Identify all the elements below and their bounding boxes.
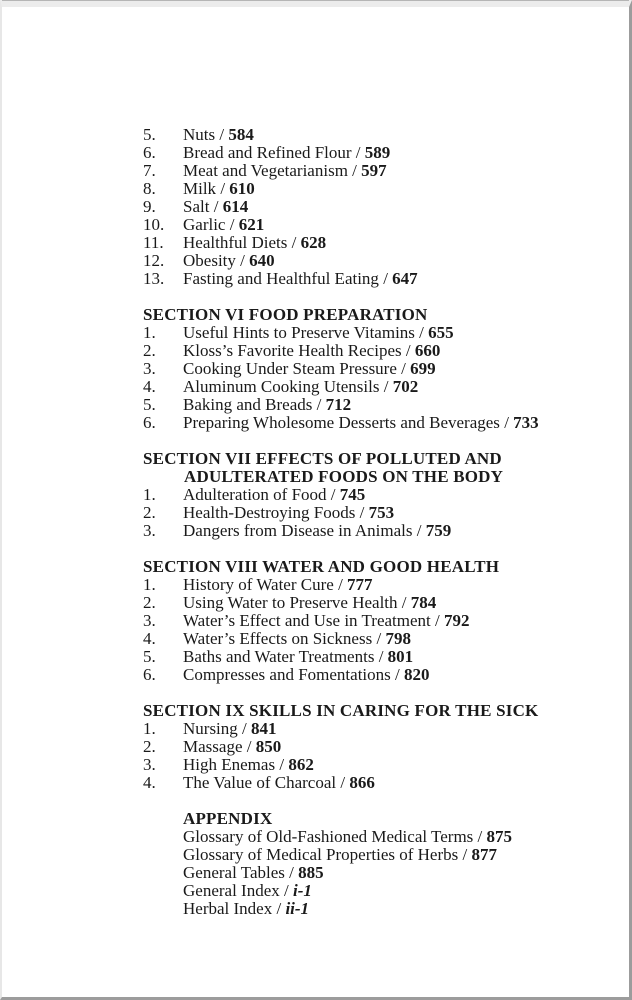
toc-entry	[143, 162, 623, 180]
toc-entry-number: 5.	[143, 395, 156, 414]
toc-entry	[143, 576, 623, 594]
separator: /	[287, 233, 301, 252]
toc-entry-number: 2.	[143, 593, 156, 612]
toc-entry-page: 702	[392, 377, 419, 396]
toc-entry-title: Glossary of Medical Properties of Herbs	[183, 845, 459, 864]
toc-entry-page: 584	[228, 125, 254, 144]
toc-section	[143, 702, 623, 792]
toc-entry-number: 3.	[143, 611, 156, 630]
toc-entry-number: 5.	[143, 125, 156, 144]
separator: /	[355, 503, 369, 522]
toc-entry	[143, 630, 623, 648]
separator: /	[279, 881, 293, 900]
toc-entry-page: 777	[347, 575, 373, 594]
toc-entry-page: 798	[385, 629, 411, 648]
section-heading: SECTION IX SKILLS IN CARING FOR THE SICK	[143, 701, 539, 720]
separator: /	[209, 197, 223, 216]
toc-entry-title: Water’s Effects on Sickness	[183, 629, 373, 648]
toc-entry-page: 640	[249, 251, 275, 270]
separator: /	[379, 377, 393, 396]
toc-entry-page: 597	[361, 161, 387, 180]
toc-entry-title: Dangers from Disease in Animals	[183, 521, 413, 540]
toc-entry-number: 5.	[143, 647, 156, 666]
toc-entry-page: 655	[428, 323, 454, 342]
toc-entry	[143, 828, 623, 846]
toc-entry	[143, 324, 623, 342]
separator: /	[414, 323, 429, 342]
toc-entry-number: 4.	[143, 377, 156, 396]
toc-entry	[143, 666, 623, 684]
toc-entry-title: History of Water Cure	[183, 575, 334, 594]
toc-entry	[143, 270, 623, 288]
separator: /	[272, 899, 286, 918]
toc-entry-title: Herbal Index	[183, 899, 273, 918]
toc-entry-number: 8.	[143, 179, 156, 198]
toc-entry-number: 1.	[143, 575, 156, 594]
toc-entry-number: 1.	[143, 719, 156, 738]
toc-entry-title: Adulteration of Food	[183, 485, 327, 504]
toc-entry-title: Useful Hints to Preserve Vitamins	[183, 323, 415, 342]
separator: /	[242, 737, 256, 756]
separator: /	[284, 863, 299, 882]
toc-entry-page: 866	[349, 773, 375, 792]
toc-entry-number: 1.	[143, 485, 156, 504]
toc-entry-title: Glossary of Old-Fashioned Medical Terms	[183, 827, 474, 846]
toc-entry-number: 12.	[143, 251, 165, 270]
separator: /	[372, 629, 386, 648]
toc-entry-title: Aluminum Cooking Utensils	[183, 377, 380, 396]
separator: /	[326, 485, 340, 504]
toc-entry	[143, 648, 623, 666]
toc-section	[143, 450, 623, 540]
toc-entry	[143, 720, 623, 738]
toc-entry	[143, 378, 623, 396]
toc-entry-page: 820	[404, 665, 430, 684]
toc-entry	[143, 144, 623, 162]
toc-entry-title: Kloss’s Favorite Health Recipes	[183, 341, 402, 360]
section-heading: APPENDIX	[183, 809, 273, 828]
toc-entry	[143, 774, 623, 792]
separator: /	[430, 611, 444, 630]
toc-entry-title: Massage	[183, 737, 243, 756]
toc-entry	[143, 414, 623, 432]
toc-entry-title: Obesity	[183, 251, 236, 270]
toc-section	[143, 810, 623, 918]
separator: /	[237, 719, 252, 738]
toc-entry-title: Baking and Breads	[183, 395, 313, 414]
separator: /	[378, 269, 393, 288]
toc-entry-page: 875	[486, 827, 513, 846]
toc-entry-page: 733	[513, 413, 539, 432]
toc-entry-title: Compresses and Fomentations	[183, 665, 391, 684]
toc-entry-number: 3.	[143, 359, 156, 378]
toc-entry	[143, 882, 623, 900]
toc-entry-number: 2.	[143, 503, 156, 522]
toc-entry	[143, 612, 623, 630]
toc-entry-page: 784	[410, 593, 437, 612]
table-of-contents	[143, 126, 623, 918]
toc-entry-title: Water’s Effect and Use in Treatment	[183, 611, 431, 630]
toc-entry-number: 1.	[143, 323, 156, 342]
separator: /	[396, 359, 411, 378]
toc-entry-title: General Tables	[183, 863, 285, 882]
toc-entry-title: High Enemas	[183, 755, 276, 774]
toc-entry	[143, 234, 623, 252]
toc-entry-title: Fasting and Healthful Eating	[183, 269, 379, 288]
toc-entry-number: 10.	[143, 215, 165, 234]
separator: /	[347, 161, 362, 180]
section-heading: SECTION VIII WATER AND GOOD HEALTH	[143, 557, 500, 576]
toc-entry-number: 13.	[143, 269, 165, 288]
separator: /	[312, 395, 326, 414]
toc-entry-page: ii-1	[285, 899, 310, 918]
separator: /	[215, 125, 229, 144]
toc-entry-page: 699	[410, 359, 436, 378]
toc-entry	[143, 342, 623, 360]
toc-entry-number: 4.	[143, 773, 156, 792]
toc-entry-title: Meat and Vegetarianism	[183, 161, 348, 180]
toc-entry-title: Cooking Under Steam Pressure	[183, 359, 397, 378]
toc-entry	[143, 504, 623, 522]
toc-entry	[143, 522, 623, 540]
separator: /	[336, 773, 350, 792]
toc-entry-number: 6.	[143, 143, 156, 162]
toc-entry-title: Milk	[183, 179, 217, 198]
toc-entry-page: 759	[425, 521, 452, 540]
toc-entry-page: 621	[238, 215, 265, 234]
toc-entry-title: Garlic	[183, 215, 226, 234]
separator: /	[412, 521, 426, 540]
toc-entry-page: i-1	[293, 881, 312, 900]
toc-entry-title: Preparing Wholesome Desserts and Beverages	[183, 413, 500, 432]
toc-section	[143, 126, 623, 288]
toc-entry-number: 3.	[143, 521, 156, 540]
toc-entry-page: 885	[298, 863, 324, 882]
toc-entry	[143, 180, 623, 198]
toc-entry-title: Baths and Water Treatments	[183, 647, 375, 666]
toc-entry-number: 4.	[143, 629, 156, 648]
toc-entry-title: The Value of Charcoal	[183, 773, 337, 792]
section-heading: SECTION VII EFFECTS OF POLLUTED AND	[143, 449, 502, 468]
toc-entry	[143, 756, 623, 774]
toc-entry-page: 801	[387, 647, 414, 666]
toc-section	[143, 306, 623, 432]
toc-entry-number: 2.	[143, 737, 156, 756]
separator: /	[390, 665, 404, 684]
separator: /	[374, 647, 388, 666]
toc-entry-page: 589	[364, 143, 391, 162]
toc-entry-number: 3.	[143, 755, 156, 774]
toc-entry-page: 862	[288, 755, 314, 774]
separator: /	[473, 827, 487, 846]
toc-entry	[143, 216, 623, 234]
separator: /	[351, 143, 365, 162]
toc-section	[143, 558, 623, 684]
toc-entry	[143, 846, 623, 864]
toc-entry-page: 792	[443, 611, 470, 630]
toc-entry-number: 6.	[143, 665, 156, 684]
toc-entry-page: 614	[222, 197, 249, 216]
separator: /	[499, 413, 514, 432]
toc-entry-number: 7.	[143, 161, 156, 180]
toc-entry-title: Health-Destroying Foods	[183, 503, 356, 522]
toc-entry-title: Using Water to Preserve Health	[183, 593, 398, 612]
separator: /	[235, 251, 250, 270]
toc-entry-title: Nursing	[183, 719, 238, 738]
toc-entry-title: Salt	[183, 197, 210, 216]
toc-entry-page: 660	[414, 341, 441, 360]
toc-entry-page: 712	[325, 395, 352, 414]
separator: /	[275, 755, 289, 774]
toc-entry-title: Bread and Refined Flour	[183, 143, 352, 162]
toc-entry-number: 2.	[143, 341, 156, 360]
separator: /	[458, 845, 472, 864]
toc-entry	[143, 396, 623, 414]
toc-entry-title: General Index	[183, 881, 280, 900]
toc-entry-page: 610	[229, 179, 255, 198]
toc-entry-title: Nuts	[183, 125, 216, 144]
separator: /	[397, 593, 411, 612]
toc-entry-number: 11.	[143, 233, 164, 252]
toc-entry	[143, 252, 623, 270]
toc-entry-page: 628	[300, 233, 327, 252]
toc-entry	[143, 864, 623, 882]
toc-entry-page: 753	[368, 503, 395, 522]
separator: /	[216, 179, 230, 198]
toc-entry	[143, 486, 623, 504]
toc-entry	[143, 594, 623, 612]
toc-entry-page: 850	[255, 737, 282, 756]
toc-entry	[143, 198, 623, 216]
separator: /	[225, 215, 239, 234]
toc-entry	[143, 900, 623, 918]
toc-entry	[143, 738, 623, 756]
toc-entry	[143, 360, 623, 378]
toc-entry-page: 647	[392, 269, 418, 288]
toc-entry-number: 6.	[143, 413, 156, 432]
separator: /	[333, 575, 348, 594]
section-heading: ADULTERATED FOODS ON THE BODY	[184, 467, 504, 486]
toc-entry	[143, 126, 623, 144]
toc-entry-number: 9.	[143, 197, 156, 216]
toc-entry-page: 745	[339, 485, 366, 504]
section-heading: SECTION VI FOOD PREPARATION	[143, 305, 428, 324]
toc-entry-page: 877	[471, 845, 497, 864]
toc-entry-page: 841	[251, 719, 277, 738]
separator: /	[401, 341, 415, 360]
toc-entry-title: Healthful Diets	[183, 233, 288, 252]
